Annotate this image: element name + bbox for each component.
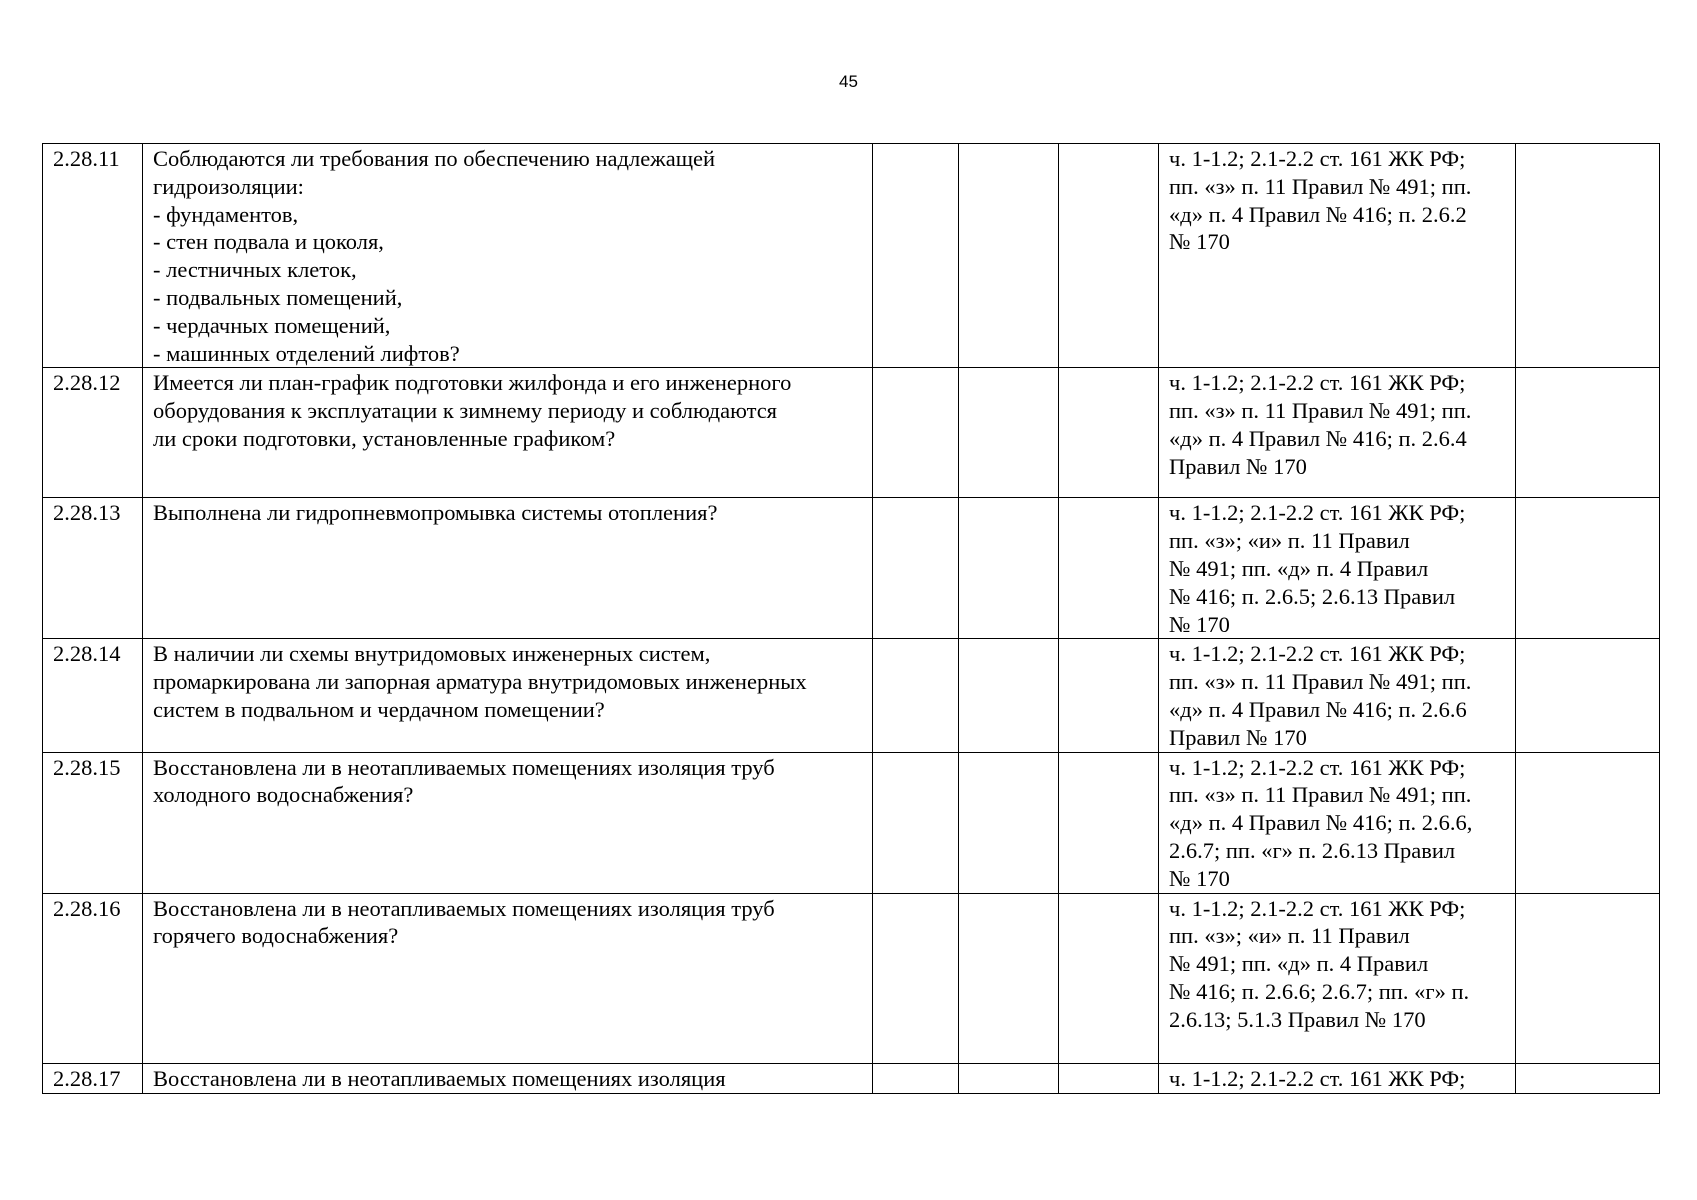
answer-yes-cell — [873, 752, 959, 893]
table-row — [43, 752, 1660, 893]
notes-cell — [1516, 368, 1660, 498]
notes-cell — [1516, 639, 1660, 752]
question-text: Восстановлена ли в неотапливаемых помещениях изоляция — [143, 1063, 873, 1093]
row-number: 2.28.17 — [43, 1063, 143, 1093]
answer-no-cell — [959, 368, 1059, 498]
answer-not-applicable-cell — [1059, 144, 1159, 368]
legal-reference: ч. 1-1.2; 2.1-2.2 ст. 161 ЖК РФ; пп. «з»; «и» п. 11 Правил № 491; пп. «д» п. 4 Правил № 416; п. 2.6.6; 2.6.7; пп. «г» п. 2.6.13; 5.1.3 Правил № 170 — [1159, 893, 1516, 1063]
table-row — [43, 639, 1660, 752]
page-number: 45 — [839, 72, 858, 91]
legal-reference: ч. 1-1.2; 2.1-2.2 ст. 161 ЖК РФ; пп. «з» п. 11 Правил № 491; пп. «д» п. 4 Правил № 416; п. 2.6.4 Правил № 170 — [1159, 368, 1516, 498]
answer-no-cell — [959, 639, 1059, 752]
answer-not-applicable-cell — [1059, 368, 1159, 498]
row-number: 2.28.13 — [43, 498, 143, 639]
answer-no-cell — [959, 1063, 1059, 1093]
answer-yes-cell — [873, 1063, 959, 1093]
answer-yes-cell — [873, 893, 959, 1063]
question-text: Выполнена ли гидропневмопромывка системы отопления? — [143, 498, 873, 639]
question-text: Имеется ли план-график подготовки жилфонда и его инженерного оборудования к эксплуатации к зимнему периоду и соблюдаются ли сроки подготовки, установленные графиком? — [143, 368, 873, 498]
answer-not-applicable-cell — [1059, 1063, 1159, 1093]
answer-yes-cell — [873, 639, 959, 752]
answer-not-applicable-cell — [1059, 498, 1159, 639]
legal-reference: ч. 1-1.2; 2.1-2.2 ст. 161 ЖК РФ; пп. «з» п. 11 Правил № 491; пп. «д» п. 4 Правил № 416; п. 2.6.6, 2.6.7; пп. «г» п. 2.6.13 Правил № 170 — [1159, 752, 1516, 893]
question-text: В наличии ли схемы внутридомовых инженерных систем, промаркирована ли запорная арматура внутридомовых инженерных систем в подвальном и чердачном помещении? — [143, 639, 873, 752]
answer-not-applicable-cell — [1059, 752, 1159, 893]
notes-cell — [1516, 752, 1660, 893]
notes-cell — [1516, 144, 1660, 368]
answer-yes-cell — [873, 368, 959, 498]
table-row — [43, 144, 1660, 368]
answer-no-cell — [959, 893, 1059, 1063]
notes-cell — [1516, 1063, 1660, 1093]
row-number: 2.28.16 — [43, 893, 143, 1063]
row-number: 2.28.14 — [43, 639, 143, 752]
answer-no-cell — [959, 752, 1059, 893]
row-number: 2.28.15 — [43, 752, 143, 893]
table-row — [43, 498, 1660, 639]
row-number: 2.28.12 — [43, 368, 143, 498]
notes-cell — [1516, 893, 1660, 1063]
checklist-table — [42, 143, 1660, 1094]
table-row — [43, 1063, 1660, 1093]
answer-no-cell — [959, 144, 1059, 368]
legal-reference: ч. 1-1.2; 2.1-2.2 ст. 161 ЖК РФ; — [1159, 1063, 1516, 1093]
answer-yes-cell — [873, 144, 959, 368]
row-number: 2.28.11 — [43, 144, 143, 368]
question-text: Восстановлена ли в неотапливаемых помещениях изоляция труб горячего водоснабжения? — [143, 893, 873, 1063]
table-row — [43, 368, 1660, 498]
legal-reference: ч. 1-1.2; 2.1-2.2 ст. 161 ЖК РФ; пп. «з» п. 11 Правил № 491; пп. «д» п. 4 Правил № 416; п. 2.6.2 № 170 — [1159, 144, 1516, 368]
table-row — [43, 893, 1660, 1063]
answer-no-cell — [959, 498, 1059, 639]
answer-not-applicable-cell — [1059, 893, 1159, 1063]
answer-not-applicable-cell — [1059, 639, 1159, 752]
legal-reference: ч. 1-1.2; 2.1-2.2 ст. 161 ЖК РФ; пп. «з» п. 11 Правил № 491; пп. «д» п. 4 Правил № 416; п. 2.6.6 Правил № 170 — [1159, 639, 1516, 752]
notes-cell — [1516, 498, 1660, 639]
legal-reference: ч. 1-1.2; 2.1-2.2 ст. 161 ЖК РФ; пп. «з»; «и» п. 11 Правил № 491; пп. «д» п. 4 Правил № 416; п. 2.6.5; 2.6.13 Правил № 170 — [1159, 498, 1516, 639]
question-text: Восстановлена ли в неотапливаемых помещениях изоляция труб холодного водоснабжения? — [143, 752, 873, 893]
answer-yes-cell — [873, 498, 959, 639]
question-text: Соблюдаются ли требования по обеспечению надлежащей гидроизоляции: - фундаментов, - стен подвала и цоколя, - лестничных клеток, - подвальных помещений, - чердачных помещений, - машинных отделений лифтов? — [143, 144, 873, 368]
